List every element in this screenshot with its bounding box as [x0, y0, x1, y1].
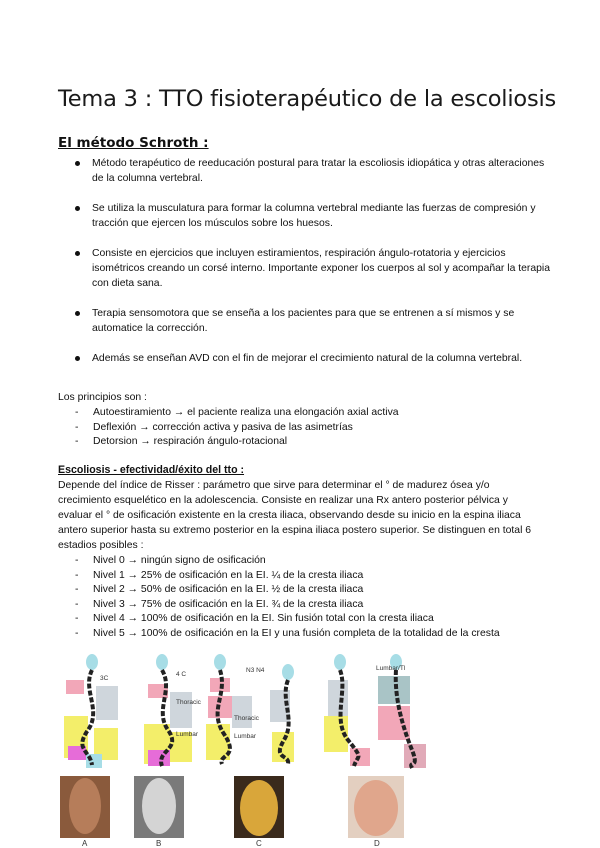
- dash-marker: -: [75, 569, 79, 581]
- region-label: Lumbar: [234, 733, 257, 740]
- grey-block: [170, 692, 192, 728]
- diagram-label: Lumbar/Tl: [376, 665, 406, 672]
- level-item: [58, 627, 500, 642]
- level-text: Nivel 4 → 100% de osificación en la EI. Sin fusión total con la cresta iliaca: [93, 613, 434, 625]
- principle-item: [58, 421, 399, 436]
- dash-marker: -: [75, 584, 79, 596]
- region-label: Thoracic: [176, 699, 201, 706]
- principle-item: [58, 406, 399, 421]
- principles-list: [58, 406, 399, 450]
- subheading-effectiveness: Escoliosis - efectividad/éxito del tto :: [58, 464, 245, 476]
- photo-label-c: C: [256, 839, 262, 848]
- photo-label-d: D: [374, 839, 380, 848]
- back-photo-c-torso: [240, 780, 278, 836]
- principle-text: Autoestiramiento → el paciente realiza una elongación axial activa: [93, 407, 399, 418]
- level-item: [58, 569, 500, 584]
- bullet-dot-icon: [75, 356, 80, 361]
- level-item: [58, 583, 500, 598]
- grey-block: [96, 686, 118, 720]
- photo-label-b: B: [156, 839, 162, 848]
- level-item: [58, 554, 500, 569]
- head-icon: [214, 654, 226, 670]
- pink-block: [66, 680, 84, 694]
- level-text: Nivel 0 → ningún signo de osificación: [93, 555, 266, 566]
- bullet-item: [58, 306, 558, 336]
- principle-text: Deflexión → corrección activa y pasiva de las asimetrías: [93, 421, 353, 433]
- scoliosis-diagram-n3n4: [206, 654, 294, 764]
- risser-levels-list: [58, 554, 500, 642]
- back-photo-b-torso: [142, 778, 176, 834]
- principle-text: Detorsion → respiración ángulo-rotacional: [93, 436, 288, 448]
- bullet-dot-icon: [75, 251, 80, 256]
- bullet-item: [58, 351, 558, 366]
- bullet-item: [58, 246, 558, 291]
- head-icon: [156, 654, 168, 670]
- head-icon: [282, 664, 294, 680]
- back-photo-a-torso: [69, 778, 101, 834]
- scoliosis-types-figure: [58, 650, 488, 848]
- level-item: [58, 598, 500, 613]
- schroth-bullet-list: [58, 156, 558, 381]
- bullet-dot-icon: [75, 206, 80, 211]
- head-icon: [334, 654, 346, 670]
- section-heading-schroth: El método Schroth :: [58, 135, 209, 151]
- dash-marker: -: [75, 421, 79, 433]
- back-photo-d-torso: [354, 780, 398, 836]
- dash-marker: -: [75, 598, 79, 610]
- back-photos: [60, 776, 404, 848]
- bullet-text: Consiste en ejercicios que incluyen estiramientos, respiración ángulo-rotatoria y ejercicios isométricos creando un corsé interno. Importante exponer los cuerpos al sol y acompañar la terapia con dieta sana.: [92, 248, 551, 289]
- bullet-text: Terapia sensomotora que se enseña a los pacientes para que se entrenen a sí mismos y se automatice la corrección.: [92, 308, 515, 334]
- bullet-text: Método terapéutico de reeducación postural para tratar la escoliosis idiopática y otras alteraciones de la columna vertebral.: [92, 158, 545, 184]
- dash-marker: -: [75, 627, 79, 639]
- risser-paragraph: Depende del índice de Risser : parámetro que sirve para determinar el ° de madurez ósea y/o crecimiento esquelético en la adolescencia. Consiste en realizar una Rx antero posterior pélvica y evaluar el ° de osificación existente en la cresta iliaca, observando desde su inicio en la espina iliaca antero superior hasta su extremo posterior en la espina iliaca postero superior. Se distinguen en total 6 estadios posibles :: [58, 480, 532, 551]
- bullet-dot-icon: [75, 161, 80, 166]
- level-text: Nivel 5 → 100% de osificación en la EI y una fusión completa de la totalidad de la cresta: [93, 627, 500, 639]
- dash-marker: -: [75, 613, 79, 625]
- region-label: Lumbar: [176, 731, 199, 738]
- level-item: [58, 612, 500, 627]
- dash-marker: -: [75, 407, 79, 418]
- level-text: Nivel 1 → 25% de osificación en la EI. ¼ de la cresta iliaca: [93, 569, 364, 581]
- diagram-label: 4 C: [176, 671, 187, 678]
- bullet-text: Se utiliza la musculatura para formar la columna vertebral mediante las fuerzas de compresión y tracción que ejercen los músculos sobre los huesos.: [92, 203, 536, 229]
- level-text: Nivel 2 → 50% de osificación en la EI. ½ de la cresta iliaca: [93, 584, 364, 596]
- blue-block: [86, 754, 102, 768]
- page-title: Tema 3 : TTO fisioterapéutico de la escoliosis: [58, 86, 557, 112]
- grey-block: [232, 696, 252, 728]
- photo-label-a: A: [82, 839, 88, 848]
- region-label: Thoracic: [234, 715, 259, 722]
- bullet-text: Además se enseñan AVD con el fin de mejorar el crecimiento natural de la columna vertebral.: [92, 353, 523, 364]
- bullet-item: [58, 156, 558, 186]
- level-text: Nivel 3 → 75% de osificación en la EI. ¾ de la cresta iliaca: [93, 598, 364, 610]
- principles-intro: Los principios son :: [58, 392, 147, 403]
- dash-marker: -: [75, 555, 79, 566]
- scoliosis-diagram-4c: [144, 654, 202, 766]
- diagram-label: N3 N4: [246, 667, 265, 674]
- dash-marker: -: [75, 436, 79, 448]
- bullet-dot-icon: [75, 311, 80, 316]
- scoliosis-diagram-lumbar: [324, 654, 426, 768]
- bullet-item: [58, 201, 558, 231]
- head-icon: [86, 654, 98, 670]
- grey-block: [328, 680, 348, 720]
- scoliosis-diagram-3c: [64, 654, 118, 768]
- principle-item: [58, 435, 399, 450]
- diagram-label: 3C: [100, 675, 109, 682]
